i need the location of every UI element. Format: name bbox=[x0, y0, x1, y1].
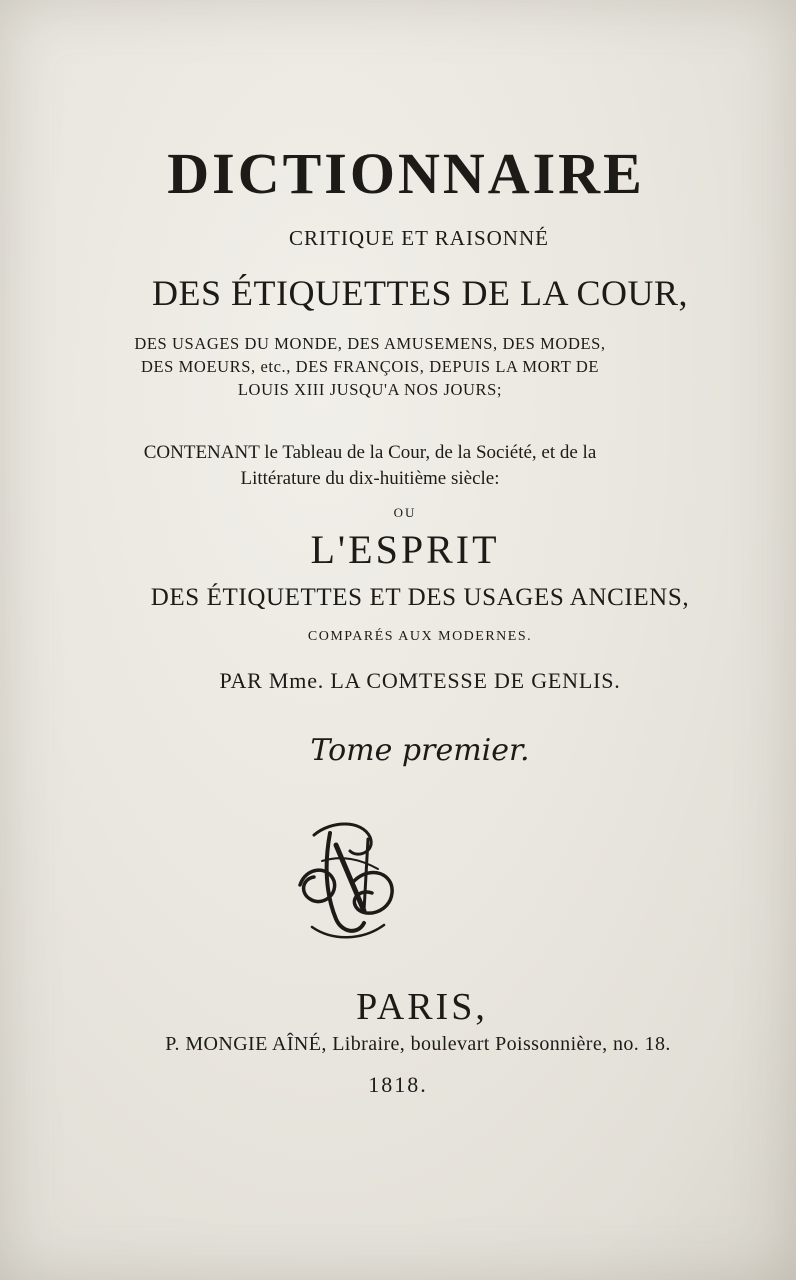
book-title: DICTIONNAIRE bbox=[167, 141, 645, 206]
author-line: PAR Mme. LA COMTESSE DE GENLIS. bbox=[219, 668, 621, 693]
subtitle-line-2: DES ÉTIQUETTES DE LA COUR, bbox=[152, 273, 688, 313]
scope-line: DES USAGES DU MONDE, DES AMUSEMENS, DES MODES, bbox=[134, 334, 606, 353]
scope-line: LOUIS XIII JUSQU'A NOS JOURS; bbox=[237, 380, 503, 399]
scope-description bbox=[110, 332, 630, 401]
scope-line: DES MOEURS, etc., DES FRANÇOIS, DEPUIS LA MORT DE bbox=[140, 357, 600, 376]
subtitle-line-1: CRITIQUE ET RAISONNÉ bbox=[289, 226, 549, 250]
interlaced-initials-monogram bbox=[292, 815, 402, 945]
contents-line: Littérature du dix-huitième siècle: bbox=[240, 468, 500, 489]
publisher-line: P. MONGIE AÎNÉ, Libraire, boulevart Poissonnière, no. 18. bbox=[165, 1033, 671, 1055]
alternate-subtitle: DES ÉTIQUETTES ET DES USAGES ANCIENS, bbox=[150, 584, 690, 611]
contents-line: CONTENANT le Tableau de la Cour, de la Société, et de la bbox=[143, 442, 597, 463]
contents-description bbox=[80, 440, 660, 492]
publication-year: 1818. bbox=[368, 1072, 428, 1097]
city: PARIS, bbox=[356, 986, 488, 1028]
volume-label: Tome premier. bbox=[310, 733, 530, 768]
or-conjunction: OU bbox=[393, 505, 417, 520]
alternate-title: L'ESPRIT bbox=[310, 527, 500, 572]
compared-line: COMPARÉS AUX MODERNES. bbox=[307, 629, 533, 644]
